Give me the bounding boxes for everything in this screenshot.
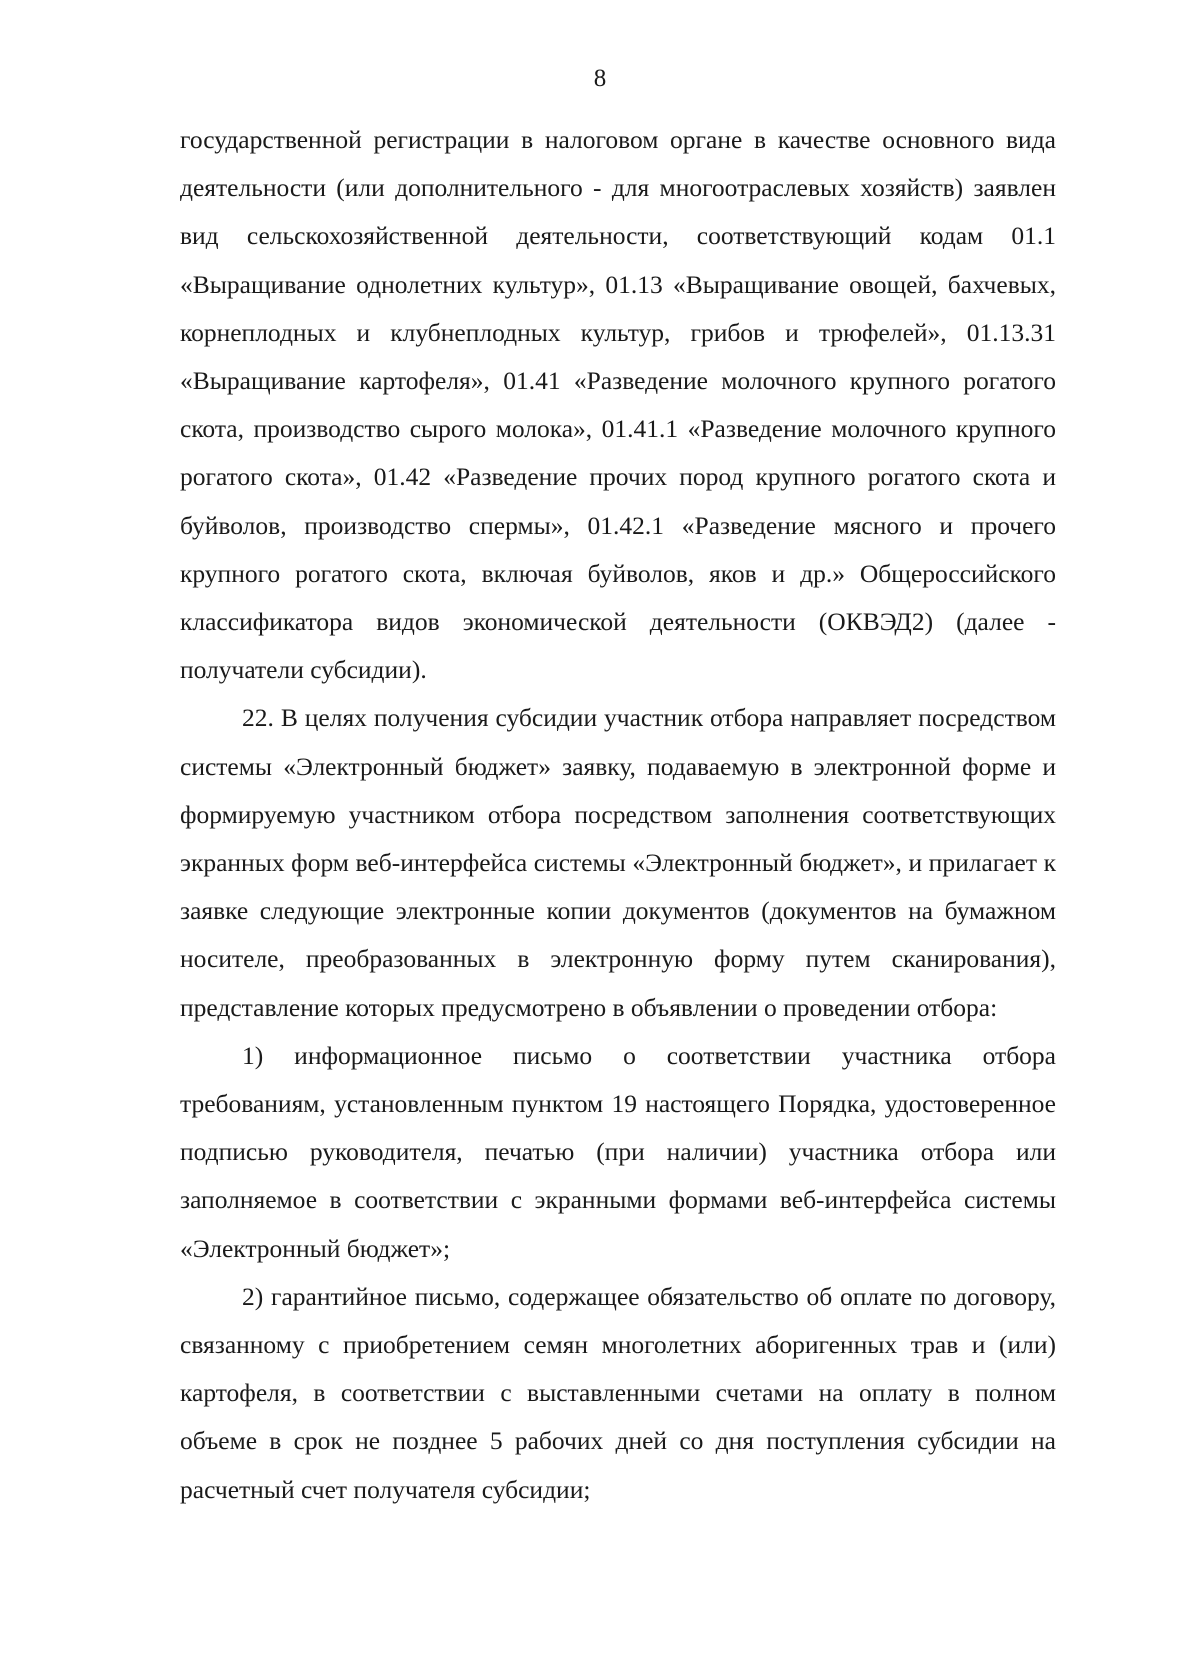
- page-number: 8: [593, 65, 607, 92]
- list-item-1: 1) информационное письмо о соответствии участника отбора требованиям, установленным пунктом 19 настоящего Порядка, удостоверенное подписью руководителя, печатью (при наличии) участника отбора или заполняемое в соответствии с экранными формами веб-интерфейса системы «Электронный бюджет»;: [180, 1040, 1056, 1263]
- document-body: [180, 116, 1056, 1514]
- paragraph-continuation: государственной регистрации в налоговом органе в качестве основного вида деятельности (или дополнительного - для многоотраслевых хозяйств) заявлен вид сельскохозяйственной деятельности, соответствующий кодам 01.1 «Выращивание однолетних культур», 01.13 «Выращивание овощей, бахчевых, корнеплодных и клубнеплодных культур, грибов и трюфелей», 01.13.31 «Выращивание картофеля», 01.41 «Разведение молочного крупного рогатого скота, производство сырого молока», 01.41.1 «Разведение молочного крупного рогатого скота», 01.42 «Разведение прочих пород крупного рогатого скота и буйволов, производство спермы», 01.42.1 «Разведение мясного и прочего крупного рогатого скота, включая буйволов, яков и др.» Общероссийского классификатора видов экономической деятельности (ОКВЭД2) (далее - получатели субсидии).: [180, 125, 1056, 685]
- list-item-2: 2) гарантийное письмо, содержащее обязательство об оплате по договору, связанному с приобретением семян многолетних аборигенных трав и (или) картофеля, в соответствии с выставленными счетами на оплату в полном объеме в срок не позднее 5 рабочих дней со дня поступления субсидии на расчетный счет получателя субсидии;: [180, 1281, 1056, 1504]
- paragraph-clause-22: 22. В целях получения субсидии участник отбора направляет посредством системы «Электронный бюджет» заявку, подаваемую в электронной форме и формируемую участником отбора посредством заполнения соответствующих экранных форм веб-интерфейса системы «Электронный бюджет», и прилагает к заявке следующие электронные копии документов (документов на бумажном носителе, преобразованных в электронную форму путем сканирования), представление которых предусмотрено в объявлении о проведении отбора:: [180, 703, 1056, 1022]
